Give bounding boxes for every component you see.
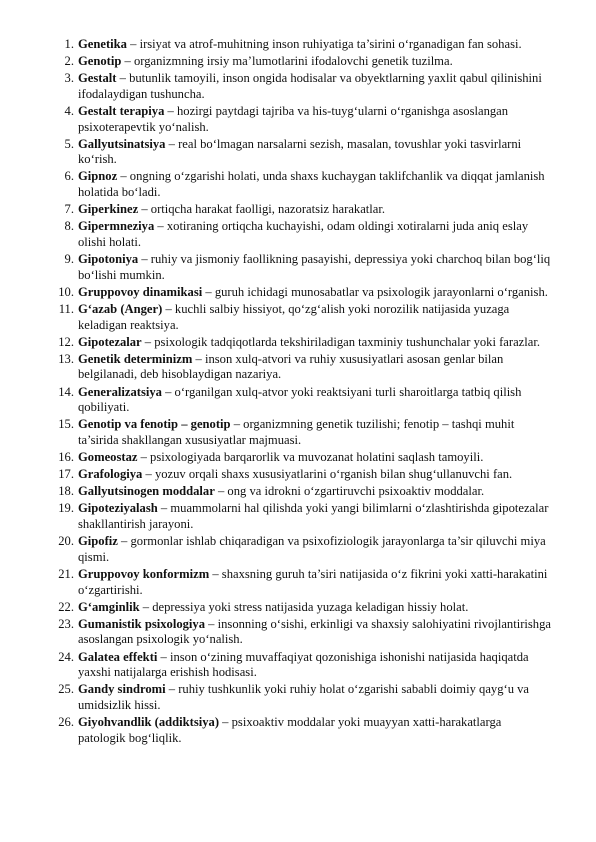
glossary-entry	[52, 54, 552, 70]
entry-term: Giyohvandlik (addiktsiya)	[78, 715, 220, 730]
entry-number: 3.	[64, 71, 74, 86]
entry-term: Grafologiya	[78, 467, 143, 482]
entry-term: Gandy sindromi	[78, 682, 166, 697]
entry-definition: – muammolarni hal qilishda yoki yangi bilimlarni o‘zlashtirishda gipotezalar shakllantirish jarayoni.	[78, 501, 549, 532]
entry-definition: – real bo‘lmagan narsalarni sezish, masalan, tovushlar yoki tasvirlarni ko‘rish.	[78, 136, 522, 167]
entry-number: 1.	[64, 37, 74, 51]
entry-definition: – ortiqcha harakat faolligi, nazoratsiz harakatlar.	[138, 202, 386, 217]
entry-number: 16.	[58, 450, 74, 465]
entry-definition: – organizmning genetik tuzilishi; fenotip – tashqi muhit ta’sirida shakllangan xususiyatlar majmuasi.	[78, 417, 515, 447]
glossary-entry	[52, 169, 552, 200]
entry-definition: – insonning o‘sishi, erkinligi va shaxsiy salohiyatini rivojlantirishga asoslangan psixologik yo‘nalish.	[78, 616, 551, 647]
entry-number: 26.	[58, 715, 74, 730]
entry-term: Genotip va fenotip – genotip	[78, 417, 231, 432]
entry-number: 10.	[58, 284, 74, 299]
entry-definition: – psixologik tadqiqotlarda tekshiriladigan taxminiy tushunchalar yoki farazlar.	[141, 334, 541, 349]
entry-term: G‘azab (Anger)	[78, 301, 163, 316]
glossary-entry	[52, 467, 552, 483]
entry-definition: – ruhiy tushkunlik yoki ruhiy holat o‘zgarishi sababli doimiy qayg‘u va umidsizlik hissi.	[78, 682, 530, 712]
glossary-entry	[52, 385, 552, 416]
glossary-entry	[52, 252, 552, 283]
entry-number: 21.	[58, 566, 74, 581]
entry-definition: – butunlik tamoyili, inson ongida hodisalar va obyektlarning yaxlit qabul qilinishini ifodalaydigan tushuncha.	[78, 71, 542, 101]
entry-term: Galatea effekti	[78, 649, 158, 664]
glossary-list	[52, 37, 552, 748]
glossary-entry	[52, 650, 552, 681]
entry-definition: – ong va idrokni o‘zgartiruvchi psixoaktiv moddalar.	[214, 484, 485, 499]
entry-definition: – ongning o‘zgarishi holati, unda shaxs kuchaygan taklifchanlik va diqqat jamlanish holatida bo‘ladi.	[78, 169, 545, 200]
entry-definition: – shaxsning guruh ta’siri natijasida o‘z fikrini yoki xatti-harakatini o‘zgartirishi.	[78, 566, 548, 597]
entry-number: 9.	[64, 252, 74, 267]
glossary-entry	[52, 352, 552, 383]
glossary-entry	[52, 417, 552, 448]
entry-term: Genotip	[78, 54, 122, 69]
glossary-entry	[52, 617, 552, 648]
entry-term: Gipofiz	[78, 534, 118, 549]
entry-term: Gallyutsinogen moddalar	[78, 484, 215, 499]
entry-number: 2.	[64, 54, 74, 69]
entry-number: 24.	[58, 649, 74, 664]
entry-term: Gomeostaz	[78, 450, 138, 465]
entry-definition: – psixologiyada barqarorlik va muvozanat holatini saqlash tamoyili.	[137, 450, 484, 465]
entry-number: 18.	[58, 484, 74, 499]
glossary-entry	[52, 302, 552, 333]
entry-definition: – inson xulq-atvori va ruhiy xususiyatlari asosan genlar bilan belgilanadi, deb hisoblaydigan nazariya.	[78, 351, 504, 382]
entry-definition: – o‘rganilgan xulq-atvor yoki reaktsiyani turli sharoitlarga tatbiq qilish qobiliyati.	[78, 384, 522, 415]
glossary-entry	[52, 37, 552, 53]
entry-number: 23.	[58, 616, 74, 631]
entry-term: Generalizatsiya	[78, 384, 162, 399]
entry-definition: – hozirgi paytdagi tajriba va his-tuyg‘ularni o‘rganishga asoslangan psixoterapevtik yo‘nalish.	[78, 104, 509, 134]
glossary-entry	[52, 104, 552, 135]
entry-definition: – xotiraning ortiqcha kuchayishi, odam oldingi xotiralarni juda aniq eslay olishi holati.	[78, 219, 529, 249]
entry-term: Genetik determinizm	[78, 351, 193, 366]
entry-term: Gipotoniya	[78, 252, 139, 267]
entry-number: 4.	[64, 104, 74, 119]
entry-definition: – gormonlar ishlab chiqaradigan va psixofiziologik jarayonlarga ta’sir qiluvchi miya qismi.	[78, 534, 546, 564]
entry-definition: – depressiya yoki stress natijasida yuzaga keladigan hissiy holat.	[139, 599, 469, 614]
glossary-entry	[52, 71, 552, 102]
entry-number: 25.	[58, 682, 74, 697]
entry-term: Gruppovoy dinamikasi	[78, 284, 203, 299]
entry-term: Gipermneziya	[78, 219, 155, 234]
entry-number: 6.	[64, 169, 74, 184]
entry-term: Gumanistik psixologiya	[78, 616, 206, 631]
entry-definition: – inson o‘zining muvaffaqiyat qozonishiga ishonishi natijasida haqiqatda yaxshi natijalarga erishish hodisasi.	[78, 649, 529, 680]
entry-number: 13.	[58, 351, 74, 366]
entry-term: Gipotezalar	[78, 334, 142, 349]
entry-term: Gallyutsinatsiya	[78, 136, 166, 151]
entry-term: Genetika	[78, 37, 127, 51]
entry-definition: – guruh ichidagi munosabatlar va psixologik jarayonlarni o‘rganish.	[202, 284, 548, 299]
entry-definition: – psixoaktiv moddalar yoki muayyan xatti-harakatlarga patologik bog‘liqlik.	[78, 715, 502, 745]
entry-number: 14.	[58, 384, 74, 399]
entry-number: 11.	[58, 301, 74, 316]
entry-definition: – ruhiy va jismoniy faollikning pasayishi, depressiya yoki charchoq bilan bog‘liq bo‘lishi mumkin.	[78, 252, 551, 282]
glossary-entry	[52, 534, 552, 565]
entry-number: 7.	[64, 202, 74, 217]
glossary-entry	[52, 137, 552, 168]
entry-number: 15.	[58, 417, 74, 432]
entry-number: 19.	[58, 501, 74, 516]
glossary-entry	[52, 600, 552, 616]
entry-term: Gipnoz	[78, 169, 118, 184]
entry-number: 12.	[58, 334, 74, 349]
glossary-entry	[52, 715, 552, 746]
entry-number: 22.	[58, 599, 74, 614]
glossary-entry	[52, 484, 552, 500]
entry-term: G‘amginlik	[78, 599, 140, 614]
entry-number: 5.	[64, 136, 74, 151]
entry-definition: – yozuv orqali shaxs xususiyatlarini o‘rganish bilan shug‘ullanuvchi fan.	[142, 467, 513, 482]
glossary-entry	[52, 285, 552, 301]
entry-term: Gestalt	[78, 71, 117, 86]
entry-term: Gipoteziyalash	[78, 501, 158, 516]
entry-number: 17.	[58, 467, 74, 482]
entry-term: Giperkinez	[78, 202, 139, 217]
glossary-entry	[52, 501, 552, 532]
entry-definition: – irsiyat va atrof-muhitning inson ruhiyatiga ta’sirini o‘rganadigan fan sohasi.	[126, 37, 522, 51]
glossary-entry	[52, 202, 552, 218]
glossary-entry	[52, 450, 552, 466]
entry-term: Gestalt terapiya	[78, 104, 165, 119]
entry-number: 20.	[58, 534, 74, 549]
entry-term: Gruppovoy konformizm	[78, 566, 210, 581]
entry-definition: – kuchli salbiy hissiyot, qo‘zg‘alish yoki norozilik natijasida yuzaga keladigan reaktsiya.	[78, 301, 510, 332]
glossary-entry	[52, 567, 552, 598]
entry-definition: – organizmning irsiy ma’lumotlarini ifodalovchi genetik tuzilma.	[121, 54, 453, 69]
entry-number: 8.	[64, 219, 74, 234]
glossary-entry	[52, 219, 552, 250]
glossary-entry	[52, 682, 552, 713]
glossary-entry	[52, 335, 552, 351]
